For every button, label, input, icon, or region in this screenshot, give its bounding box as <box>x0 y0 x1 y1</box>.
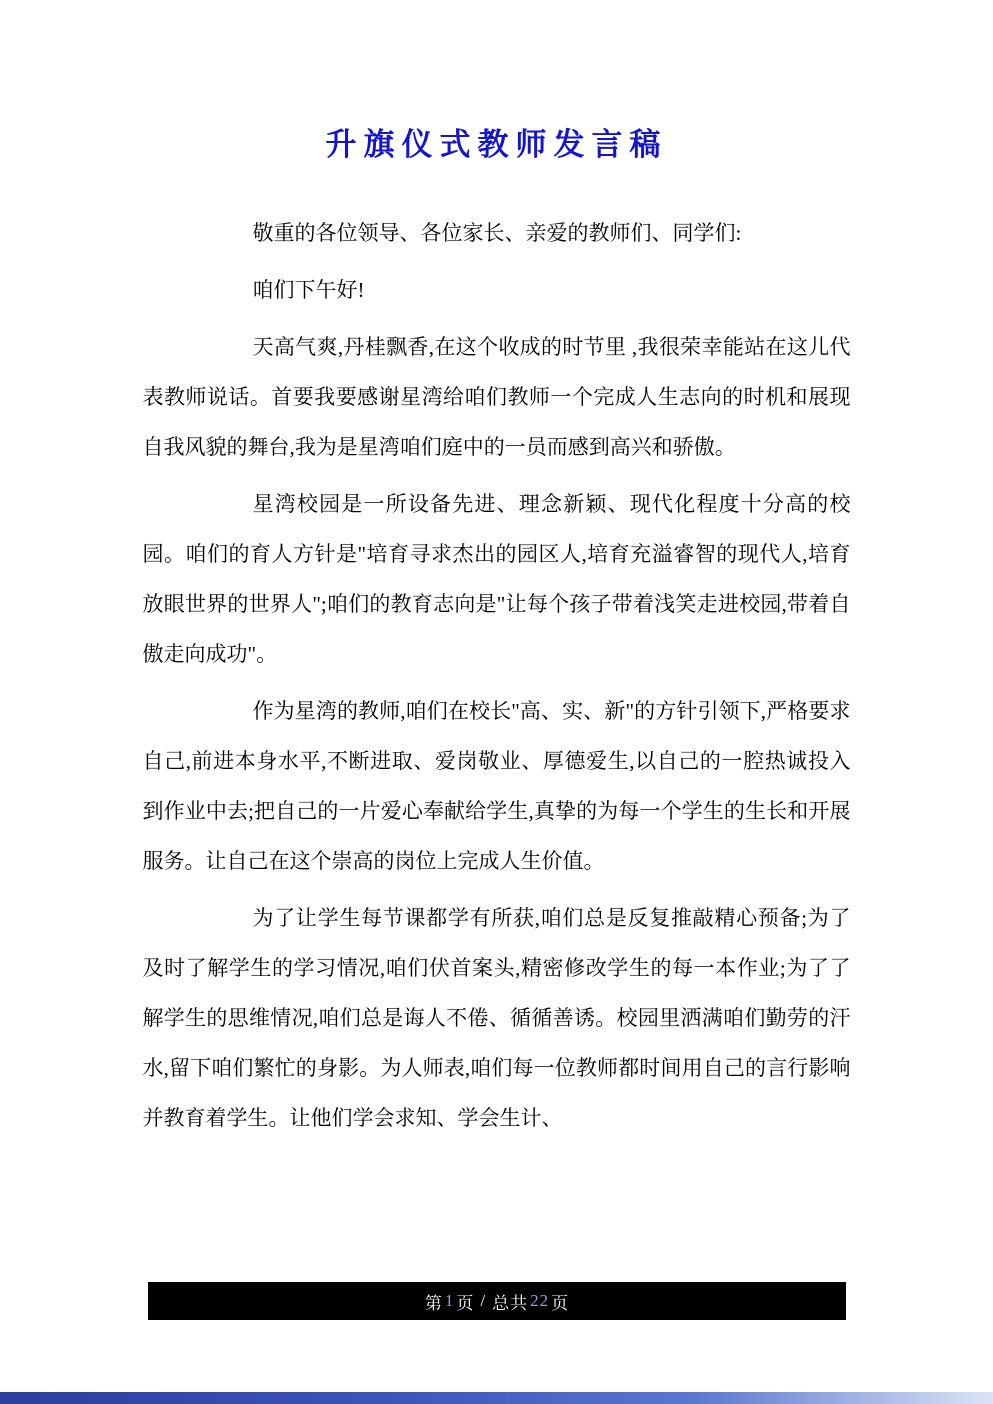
footer-page-prefix: 第 <box>424 1293 443 1313</box>
paragraph-body-2: 星湾校园是一所设备先进、理念新颖、现代化程度十分高的校园。咱们的育人方针是"培育寻求杰出的园区人,培育充溢睿智的现代人,培育放眼世界的世界人";咱们的教育志向是"让每个孩子带着浅笑走进校园,带着自傲走向成功"。 <box>142 492 851 666</box>
footer-total-label: 页 <box>551 1293 570 1313</box>
paragraph-body-1: 天高气爽,丹桂飘香,在这个收成的时节里 ,我很荣幸能站在这儿代表教师说话。首要我要感谢星湾给咱们教师一个完成人生志向的时机和展现自我风貌的舞台,我为是星湾咱们庭中的一员而感到高兴和骄傲。 <box>142 335 851 459</box>
page-title: 升旗仪式教师发言稿 <box>325 127 668 162</box>
footer-total-pages: 22 <box>530 1291 550 1310</box>
document-body <box>143 208 851 1143</box>
bottom-gradient-bar <box>0 1392 993 1404</box>
paragraph-greeting: 咱们下午好! <box>252 278 365 302</box>
footer-separator: / <box>480 1291 487 1310</box>
paragraph-body-3: 作为星湾的教师,咱们在校长"高、实、新"的方针引领下,严格要求自己,前进本身水平,不断进取、爱岗敬业、厚德爱生,以自己的一腔热诚投入到作业中去;把自己的一片爱心奉献给学生,真挚的为每一个学生的生长和开展服务。让自己在这个崇高的岗位上完成人生价值。 <box>142 699 851 873</box>
footer-current-page: 1 <box>444 1291 455 1310</box>
footer-total-prefix: 总共 <box>492 1293 529 1313</box>
paragraph-salutation: 敬重的各位领导、各位家长、亲爱的教师们、同学们: <box>252 221 742 245</box>
footer-page-label: 页 <box>456 1293 475 1313</box>
page-footer-bar <box>148 1282 846 1320</box>
paragraph-body-4: 为了让学生每节课都学有所获,咱们总是反复推敲精心预备;为了及时了解学生的学习情况,咱们伏首案头,精密修改学生的每一本作业;为了了解学生的思维情况,咱们总是诲人不倦、循循善诱。校园里洒满咱们勤劳的汗水,留下咱们繁忙的身影。为人师表,咱们每一位教师都时间用自己的言行影响并教育着学生。让他们学会求知、学会生计、 <box>142 906 851 1130</box>
